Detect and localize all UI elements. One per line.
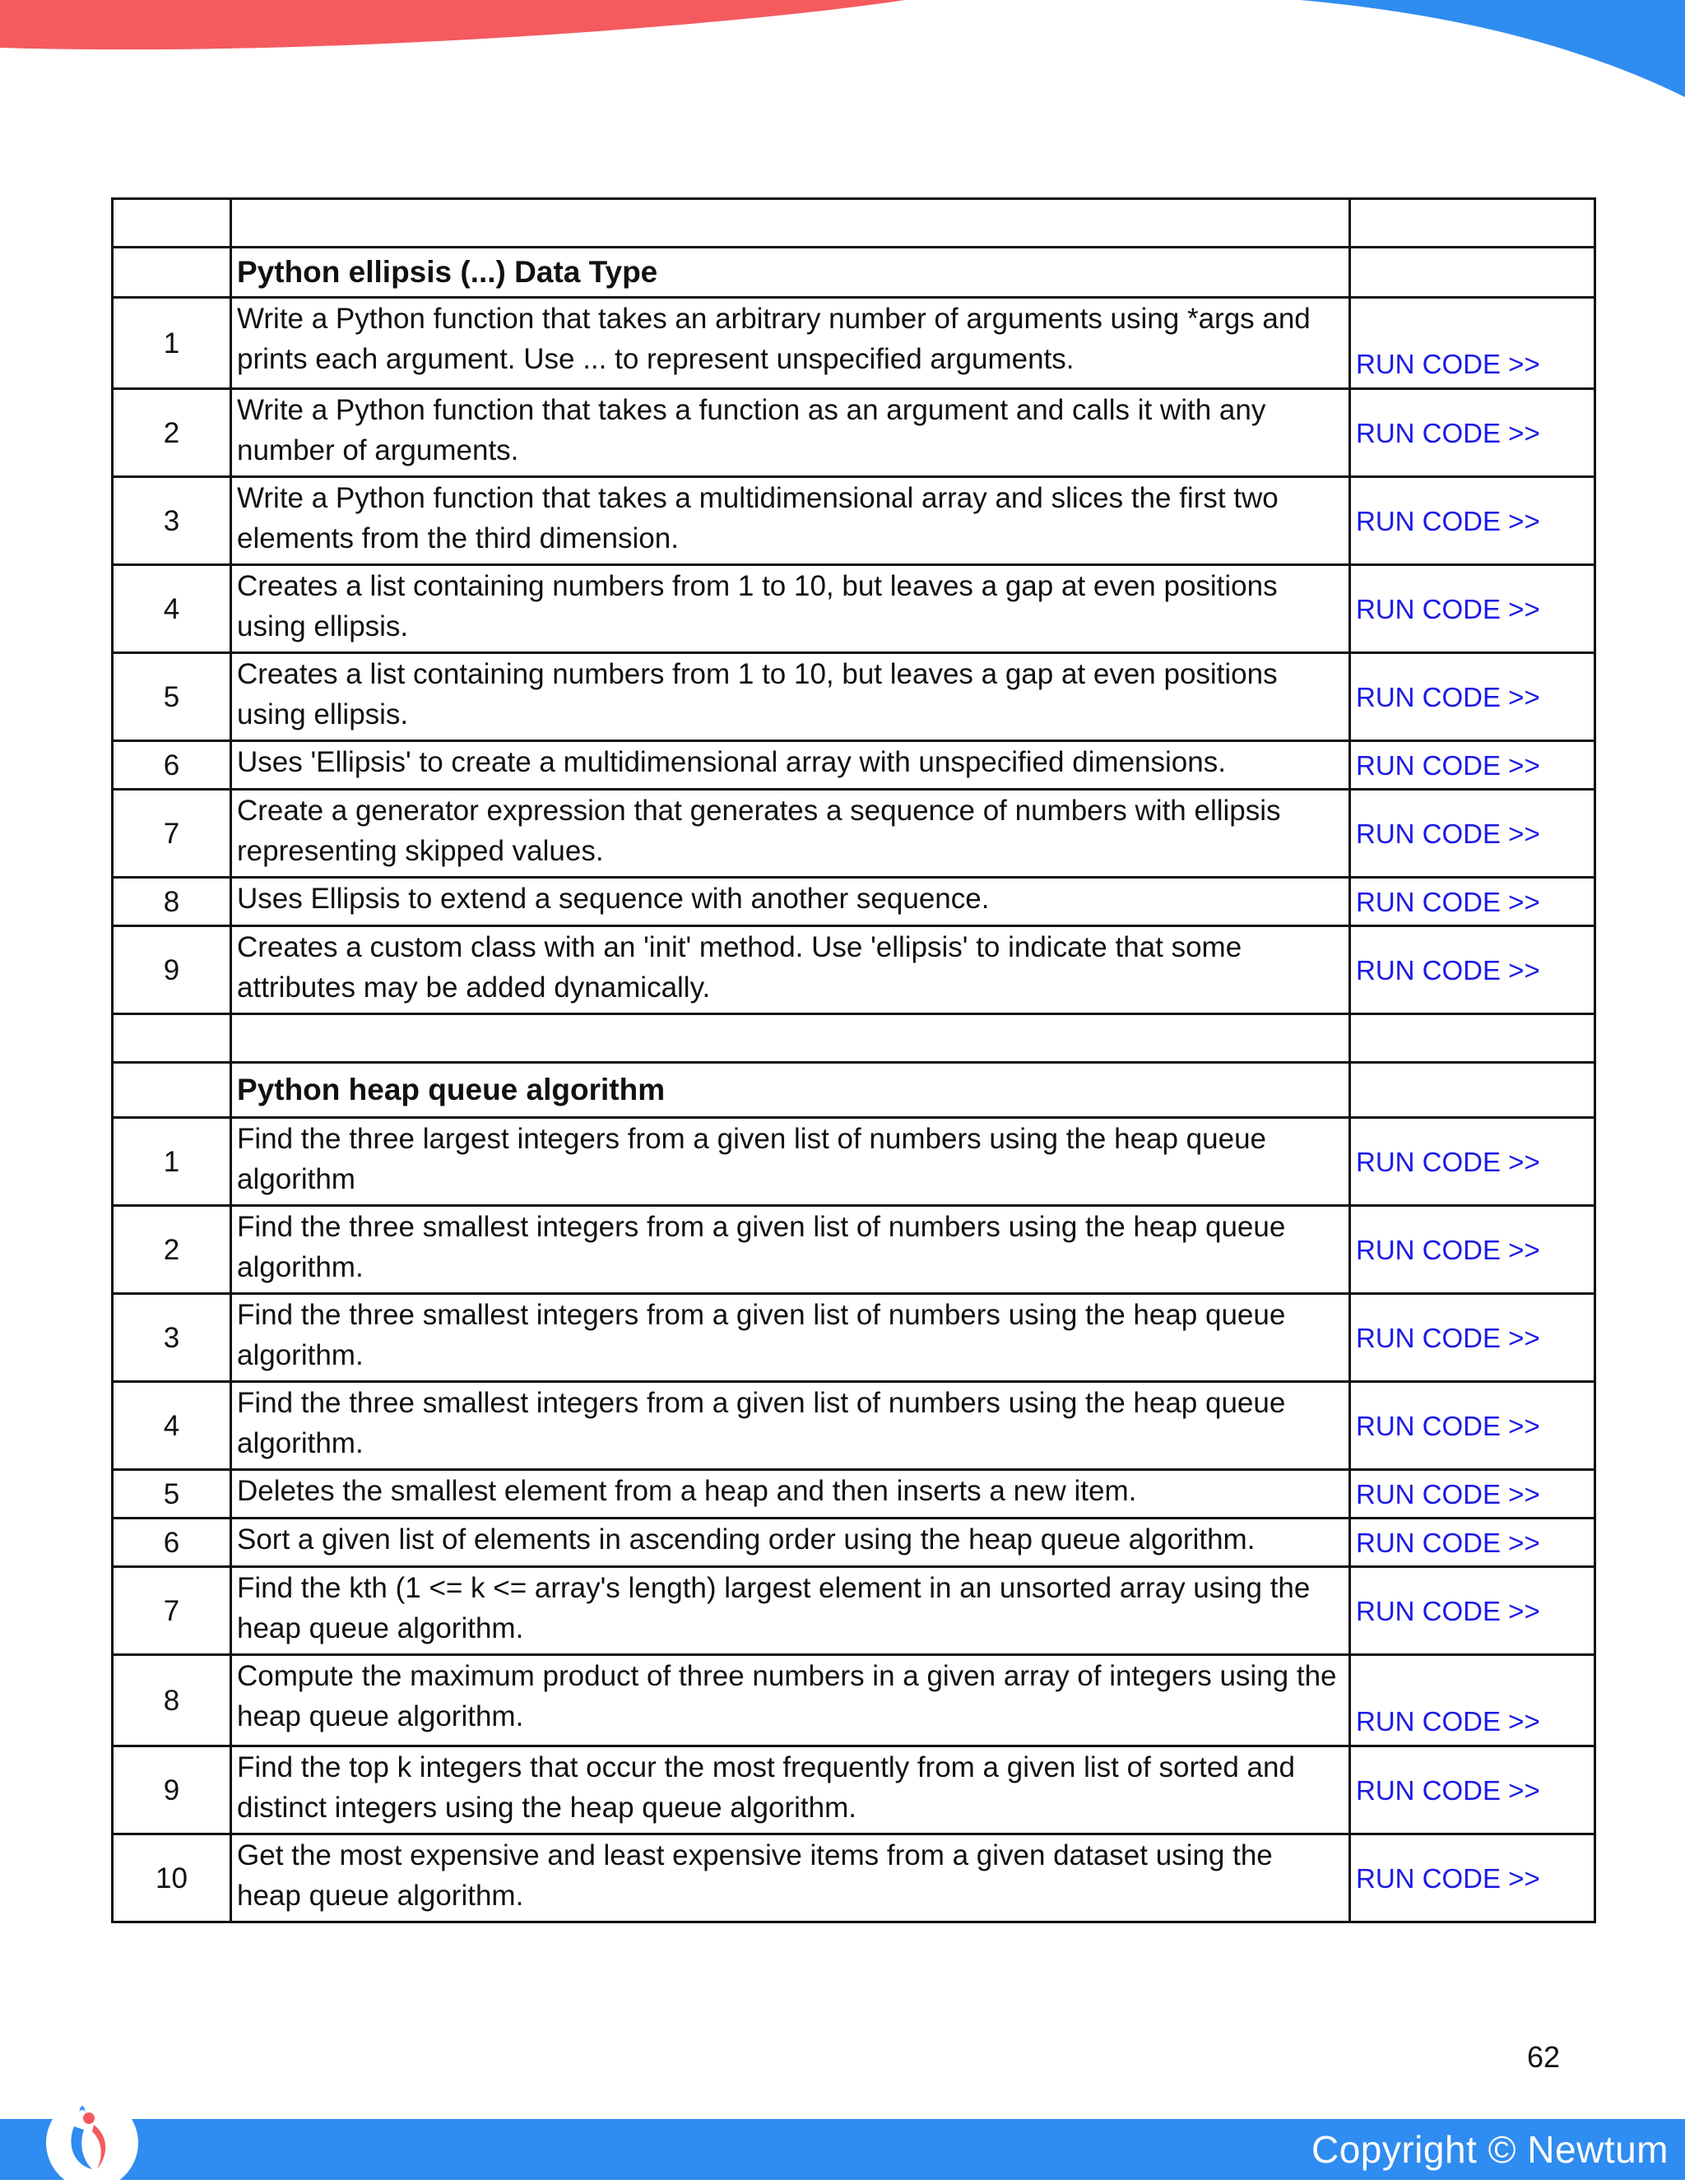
section-title-text: Python ellipsis (...) Data Type [237,255,658,289]
run-code-cell [1350,790,1595,878]
row-description: Find the top k integers that occur the most frequently from a given list of sorted and distinct integers using the heap queue algorithm. [231,1746,1350,1834]
run-code-cell [1350,298,1595,389]
run-code-cell [1350,1746,1595,1834]
table-cell [113,1063,231,1118]
copyright-text: Copyright © Newtum [1311,2128,1669,2171]
table-row [113,653,1595,741]
run-code-link[interactable]: RUN CODE >> [1356,681,1540,712]
run-code-link[interactable]: RUN CODE >> [1356,1706,1540,1737]
run-code-link[interactable]: RUN CODE >> [1356,1774,1540,1806]
row-number: 6 [113,741,231,790]
run-code-link[interactable]: RUN CODE >> [1356,349,1540,379]
run-code-cell [1350,1118,1595,1206]
run-code-cell [1350,1382,1595,1470]
section-title [231,248,1350,298]
row-description: Compute the maximum product of three numbers in a given array of integers using the heap queue algorithm. [231,1655,1350,1746]
row-number: 9 [113,1746,231,1834]
run-code-cell [1350,477,1595,565]
table-cell [231,199,1350,248]
run-code-link[interactable]: RUN CODE >> [1356,886,1540,917]
page-number: 62 [1527,2040,1561,2074]
run-code-link[interactable]: RUN CODE >> [1356,1234,1540,1265]
row-description: Creates a list containing numbers from 1 to 10, but leaves a gap at even positions using ellipsis. [231,565,1350,653]
row-description: Creates a custom class with an 'init' method. Use 'ellipsis' to indicate that some attributes may be added dynamically. [231,926,1350,1014]
row-number: 7 [113,1567,231,1655]
run-code-cell [1350,1834,1595,1922]
table-row [113,1746,1595,1834]
section-title [231,1063,1350,1118]
row-number: 8 [113,878,231,926]
run-code-link[interactable]: RUN CODE >> [1356,505,1540,536]
row-number: 8 [113,1655,231,1746]
row-number: 10 [113,1834,231,1922]
run-code-cell [1350,741,1595,790]
run-code-link[interactable]: RUN CODE >> [1356,1595,1540,1626]
row-number: 7 [113,790,231,878]
table-cell [1350,248,1595,298]
row-description: Uses Ellipsis to extend a sequence with another sequence. [231,878,1350,926]
exercise-table [111,197,1596,1923]
table-cell [113,248,231,298]
row-description: Write a Python function that takes an arbitrary number of arguments using *args and prints each argument. Use ... to represent unspecified arguments. [231,298,1350,389]
row-description: Creates a list containing numbers from 1 to 10, but leaves a gap at even positions using ellipsis. [231,653,1350,741]
table-row [113,1294,1595,1382]
row-number: 9 [113,926,231,1014]
row-number: 2 [113,389,231,477]
row-description: Deletes the smallest element from a heap and then inserts a new item. [231,1470,1350,1519]
run-code-cell [1350,1567,1595,1655]
table-row [113,926,1595,1014]
table-row [113,790,1595,878]
row-description: Write a Python function that takes a function as an argument and calls it with any number of arguments. [231,389,1350,477]
row-description: Get the most expensive and least expensive items from a given dataset using the heap queue algorithm. [231,1834,1350,1922]
run-code-link[interactable]: RUN CODE >> [1356,1862,1540,1894]
table-row [113,1382,1595,1470]
table-cell [1350,199,1595,248]
row-description: Find the three smallest integers from a given list of numbers using the heap queue algorithm. [231,1294,1350,1382]
run-code-link[interactable]: RUN CODE >> [1356,1478,1540,1509]
header-decoration [0,0,1685,107]
row-description: Write a Python function that takes a multidimensional array and slices the first two elements from the third dimension. [231,477,1350,565]
run-code-cell [1350,1470,1595,1519]
table-row [113,1834,1595,1922]
table-cell [231,1014,1350,1063]
run-code-cell [1350,926,1595,1014]
run-code-link[interactable]: RUN CODE >> [1356,1146,1540,1177]
table-row [113,1655,1595,1746]
row-description: Create a generator expression that generates a sequence of numbers with ellipsis representing skipped values. [231,790,1350,878]
table-cell [1350,1063,1595,1118]
run-code-link[interactable]: RUN CODE >> [1356,749,1540,781]
table-row [113,741,1595,790]
section-header-row [113,1063,1595,1118]
row-description: Find the three smallest integers from a given list of numbers using the heap queue algorithm. [231,1206,1350,1294]
row-number: 1 [113,1118,231,1206]
run-code-link[interactable]: RUN CODE >> [1356,1410,1540,1441]
row-description: Find the three largest integers from a given list of numbers using the heap queue algorithm [231,1118,1350,1206]
table-row [113,1519,1595,1567]
row-description: Uses 'Ellipsis' to create a multidimensional array with unspecified dimensions. [231,741,1350,790]
run-code-cell [1350,1519,1595,1567]
run-code-link[interactable]: RUN CODE >> [1356,417,1540,448]
row-number: 1 [113,298,231,389]
section-title-text: Python heap queue algorithm [237,1073,666,1106]
run-code-cell [1350,565,1595,653]
run-code-link[interactable]: RUN CODE >> [1356,1527,1540,1558]
row-number: 3 [113,1294,231,1382]
row-number: 4 [113,1382,231,1470]
newtum-logo-icon [43,2094,142,2184]
table-row [113,1118,1595,1206]
row-number: 4 [113,565,231,653]
row-number: 3 [113,477,231,565]
row-number: 6 [113,1519,231,1567]
run-code-cell [1350,1294,1595,1382]
run-code-link[interactable]: RUN CODE >> [1356,954,1540,985]
row-description: Find the three smallest integers from a given list of numbers using the heap queue algorithm. [231,1382,1350,1470]
table-cell [113,1014,231,1063]
run-code-link[interactable]: RUN CODE >> [1356,1322,1540,1353]
table-cell [113,199,231,248]
row-description: Sort a given list of elements in ascending order using the heap queue algorithm. [231,1519,1350,1567]
table-row [113,298,1595,389]
run-code-cell [1350,1655,1595,1746]
table-row [113,1567,1595,1655]
row-description: Find the kth (1 <= k <= array's length) largest element in an unsorted array using the heap queue algorithm. [231,1567,1350,1655]
table-cell [1350,1014,1595,1063]
table-row [113,1206,1595,1294]
row-number: 5 [113,1470,231,1519]
table-row-spacer [113,199,1595,248]
run-code-cell [1350,653,1595,741]
run-code-cell [1350,1206,1595,1294]
run-code-cell [1350,389,1595,477]
table-row [113,878,1595,926]
table-row [113,565,1595,653]
run-code-link[interactable]: RUN CODE >> [1356,593,1540,624]
row-number: 2 [113,1206,231,1294]
table-row [113,1470,1595,1519]
section-header-row [113,248,1595,298]
run-code-cell [1350,878,1595,926]
table-row-spacer [113,1014,1595,1063]
table-row [113,389,1595,477]
table-row [113,477,1595,565]
row-number: 5 [113,653,231,741]
run-code-link[interactable]: RUN CODE >> [1356,818,1540,849]
